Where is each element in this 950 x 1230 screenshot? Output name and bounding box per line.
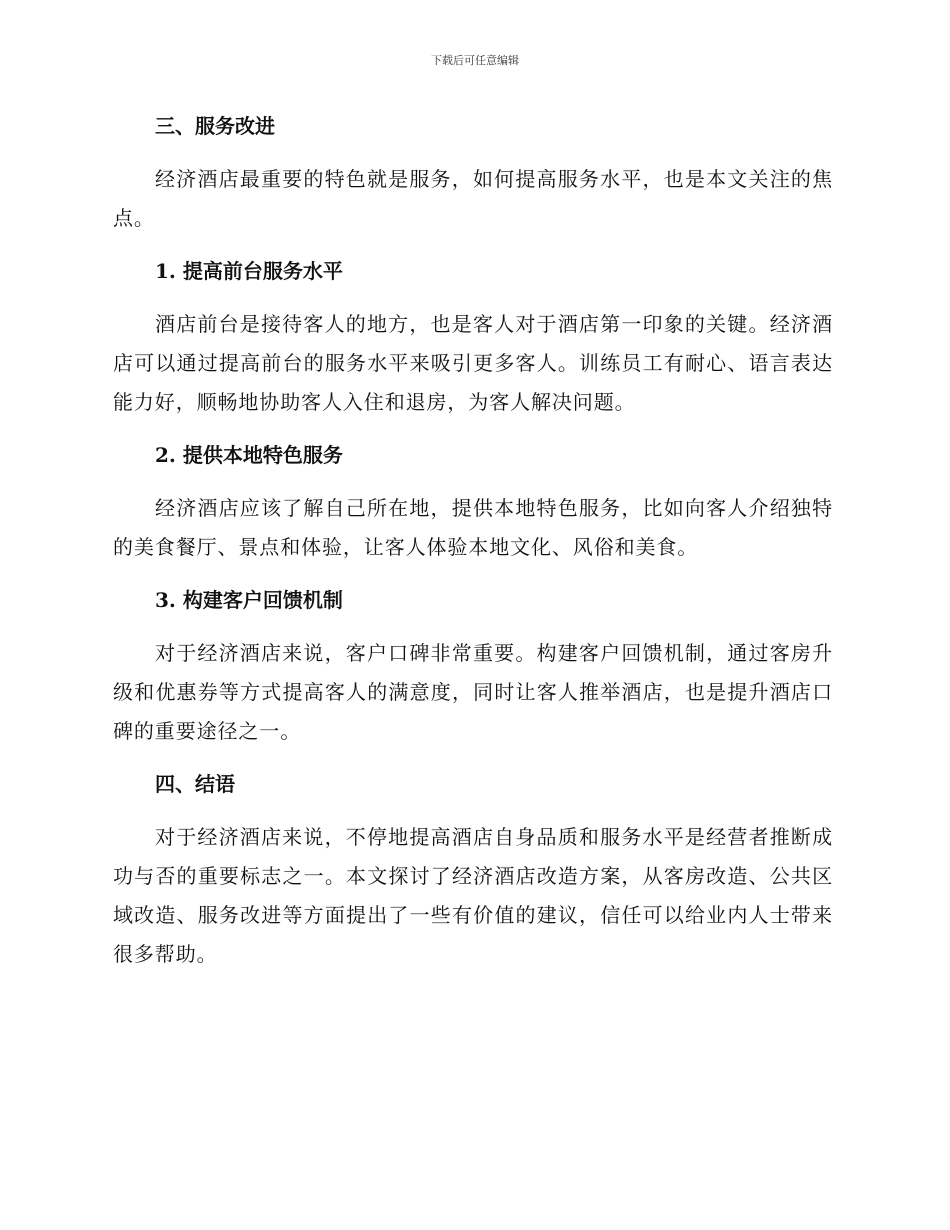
paragraph-local-services: 经济酒店应该了解自己所在地，提供本地特色服务，比如向客人介绍独特的美食餐厅、景点和体验，让客人体验本地文化、风俗和美食。 bbox=[113, 496, 833, 559]
paragraph-feedback-mechanism: 对于经济酒店来说，客户口碑非常重要。构建客户回馈机制，通过客房升级和优惠券等方式提高客人的满意度，同时让客人推举酒店，也是提升酒店口碑的重要途径之一。 bbox=[113, 641, 833, 743]
section-heading-conclusion: 四、结语 bbox=[155, 772, 235, 796]
document-body bbox=[113, 108, 833, 989]
subheading-front-desk: 1. 提高前台服务水平 bbox=[155, 259, 343, 283]
subheading-local-services: 2. 提供本地特色服务 bbox=[155, 443, 343, 467]
subheading-feedback-mechanism: 3. 构建客户回馈机制 bbox=[155, 588, 343, 612]
section-heading-service-improvement: 三、服务改进 bbox=[155, 114, 275, 138]
paragraph-service-intro: 经济酒店最重要的特色就是服务，如何提高服务水平，也是本文关注的焦点。 bbox=[113, 167, 833, 230]
page-header-note: 下载后可任意编辑 bbox=[431, 54, 519, 67]
paragraph-front-desk: 酒店前台是接待客人的地方，也是客人对于酒店第一印象的关键。经济酒店可以通过提高前台的服务水平来吸引更多客人。训练员工有耐心、语言表达能力好，顺畅地协助客人入住和退房，为客人解决问题。 bbox=[113, 312, 833, 414]
paragraph-conclusion: 对于经济酒店来说，不停地提高酒店自身品质和服务水平是经营者推断成功与否的重要标志之一。本文探讨了经济酒店改造方案，从客房改造、公共区域改造、服务改进等方面提出了一些有价值的建议，信任可以给业内人士带来很多帮助。 bbox=[113, 825, 833, 966]
